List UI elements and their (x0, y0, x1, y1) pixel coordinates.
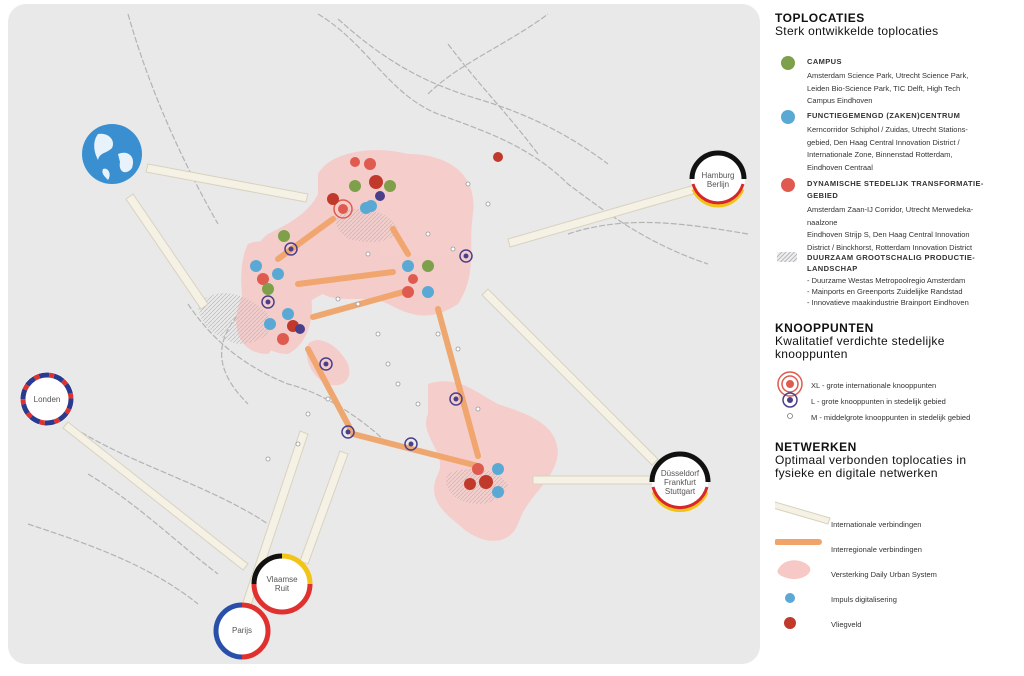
knooppunt-l: L - grote knooppunten in stedelijk gebied (811, 397, 946, 406)
knooppunt-xl: XL - grote internationale knooppunten (811, 381, 937, 390)
campus-icon (781, 56, 795, 70)
globe-icon (82, 124, 142, 184)
transformatie-label-1: DYNAMISCHE STEDELIJK TRANSFORMATIE- (807, 179, 984, 188)
productie-text (807, 275, 1017, 308)
vlaamse-ruit-label: Vlaamse Ruit (266, 575, 298, 593)
transformatie-line: Eindhoven Strijp S, Den Haag Central Innovation (807, 230, 970, 239)
internationale-verbindingen: Internationale verbindingen (831, 520, 922, 529)
centrum-line: Internationale Zone, Binnenstad Rotterdam, (807, 150, 953, 159)
knooppunten-legend-symbols (775, 368, 805, 428)
productie-hatch-icon (777, 252, 797, 262)
parijs-label: Parijs (231, 626, 252, 635)
campus-line: Amsterdam Science Park, Utrecht Science Park, (807, 71, 969, 80)
map-panel (8, 4, 760, 664)
productie-line: - Innovatieve maakindustrie Brainport Eindhoven (807, 298, 969, 307)
hamburg-berlijn-label: Hamburg Berlijn (701, 171, 735, 189)
knooppunten-subtitle-1: Kwalitatief verdichte stedelijke (775, 334, 945, 348)
daily-urban-system: Versterking Daily Urban System (831, 570, 937, 579)
impuls-digitalisering: Impuls digitalisering (831, 595, 897, 604)
toplocaties-subtitle: Sterk ontwikkelde toplocaties (775, 24, 939, 38)
campus-line: Leiden Bio-Science Park, TIC Delft, High Tech (807, 83, 961, 93)
map-canvas (8, 4, 760, 664)
productie-label-1: DUURZAAM GROOTSCHALIG PRODUCTIE- (807, 253, 976, 262)
campus-label: CAMPUS (807, 57, 842, 66)
transformatie-label-2: GEBIED (807, 191, 839, 200)
vliegveld: Vliegveld (831, 620, 862, 629)
centrum-label: FUNCTIEGEMENGD (ZAKEN)CENTRUM (807, 111, 961, 120)
london-label: Londen (33, 395, 61, 404)
campus-text (807, 70, 1017, 108)
toplocaties-title: TOPLOCATIES (775, 11, 865, 25)
netwerken-subtitle-1: Optimaal verbonden toplocaties in (775, 453, 967, 467)
centrum-line: Kerncorridor Schiphol / Zuidas, Utrecht Stations- (807, 125, 968, 134)
centrum-text (807, 124, 1017, 174)
transformatie-line: Amsterdam Zaan-IJ Corridor, Utrecht Merwedeka- (807, 205, 974, 214)
netwerken-title: NETWERKEN (775, 440, 857, 454)
netwerken-subtitle-2: fysieke en digitale netwerken (775, 466, 938, 480)
netwerken-legend-symbols (775, 490, 835, 630)
transformatie-text (807, 204, 1017, 254)
interregionale-verbindingen: Interregionale verbindingen (831, 545, 922, 554)
productie-line: - Duurzame Westas Metropoolregio Amsterdam (807, 276, 966, 285)
transformatie-line: District / Binckhorst, Rotterdam Innovation District (807, 242, 973, 252)
knooppunten-title: KNOOPPUNTEN (775, 321, 874, 335)
knooppunt-m: M - middelgrote knooppunten in stedelijk gebied (811, 413, 971, 422)
coastline-lines (28, 14, 748, 604)
centrum-icon (781, 110, 795, 124)
dusseldorf-label: Düsseldorf Frankfurt Stuttgart (660, 469, 700, 496)
productie-label-2: LANDSCHAP (807, 264, 858, 273)
knooppunten-subtitle-2: knooppunten (775, 347, 848, 361)
centrum-line: Eindhoven Centraal (807, 162, 873, 172)
transformatie-icon (781, 178, 795, 192)
transformatie-line: naalzone (807, 217, 838, 227)
productie-line: - Mainports en Greenports Zuidelijke Randstad (807, 287, 963, 296)
campus-line: Campus Eindhoven (807, 96, 873, 105)
centrum-line: gebied, Den Haag Central Innovation District / (807, 137, 960, 147)
